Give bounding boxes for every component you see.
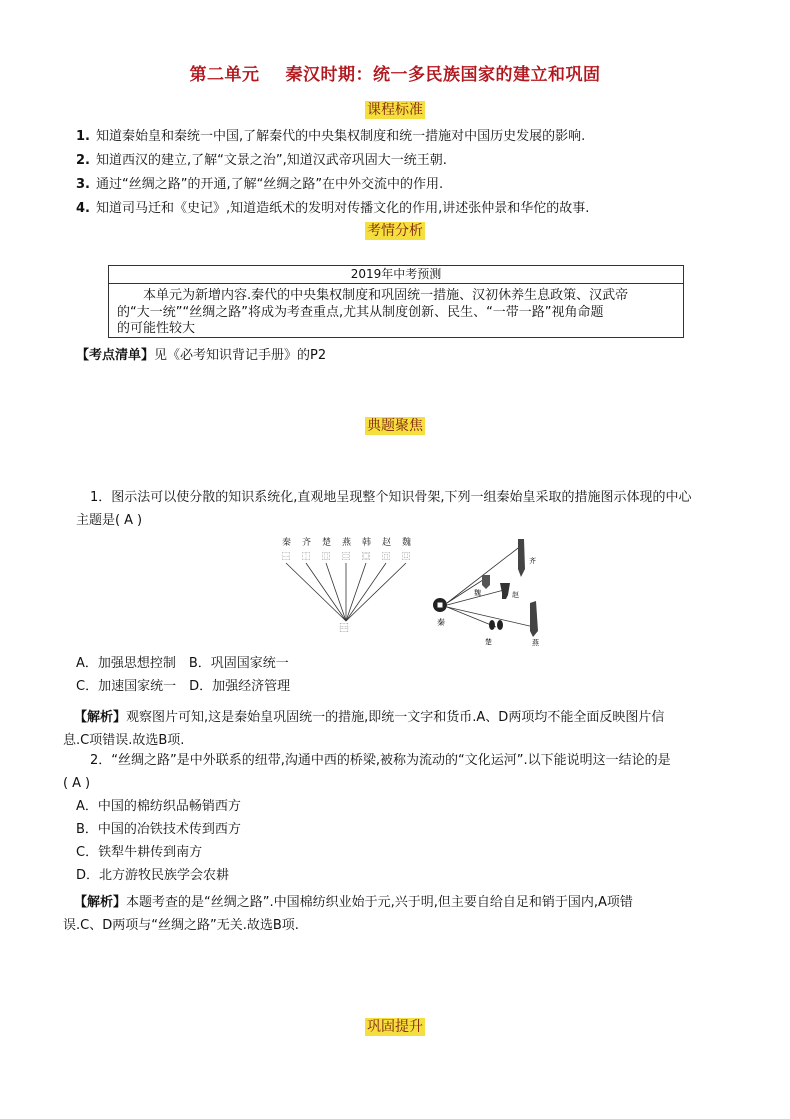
q2-option: D．北方游牧民族学会农耕 [76, 868, 230, 883]
state-label: 韩 [362, 538, 372, 548]
state-script-glyph: ⿴ [362, 552, 370, 561]
knife-coin-qi-icon [518, 539, 525, 577]
standard-item: 4. 知道司马迁和《史记》,知道造纸术的发明对传播文化的作用,讲述张仲景和华佗的故事. [76, 201, 590, 216]
unit-topic: 秦汉时期：统一多民族国家的建立和巩固 [285, 65, 601, 85]
converge-line [306, 563, 346, 621]
q1-options [76, 652, 736, 698]
qin-label: 秦 [437, 618, 445, 627]
question-2: 2．“丝绸之路”是中外联系的纽带,沟通中西的桥梁,被称为流动的“文化运河”.以下能说明这一结论的是 ( A ) A．中国的棉纺织品畅销西方 B．中国的冶铁技术传到西方 C．铁犁牛耕传到南方 D．北方游牧民族学会农耕 [76, 749, 736, 887]
unified-script-glyph: ⿳ [339, 624, 349, 634]
state-label: 楚 [322, 538, 332, 548]
section-improve: 巩固提升 [367, 1019, 423, 1035]
section-analysis: 考情分析 [367, 223, 423, 239]
diagram-svg [274, 535, 546, 650]
ant-nose-coin-chu-icon [489, 620, 495, 630]
state-label: 齐 [302, 538, 312, 548]
q1-analysis: 【解析】观察图片可知,这是秦始皇巩固统一的措施,即统一文字和货币.A、D两项均不能全面反映图片信 息.C项错误.故选B项. [63, 710, 665, 748]
q2-analysis: 【解析】本题考查的是“丝绸之路”.中国棉纺织业始于元,兴于明,但主要自给自足和销于国内,A项错 误.C、D两项与“丝绸之路”无关.故选B项. [63, 895, 633, 933]
answer-1: A [124, 513, 133, 528]
svg-text:齐: 齐 [529, 557, 536, 565]
converge-line [326, 563, 346, 621]
state-script-glyph: ⿱ [282, 552, 290, 561]
section-focus: 典题聚焦 [367, 418, 423, 434]
checklist-note: 【考点清单】见《必考知识背记手册》的P2 [76, 348, 327, 363]
converge-line [346, 563, 406, 621]
svg-text:燕: 燕 [532, 639, 539, 647]
svg-text:楚: 楚 [485, 638, 492, 646]
knife-coin-yan-icon [530, 601, 538, 637]
state-script-glyph: ⿵ [382, 552, 390, 561]
forecast-table [108, 265, 684, 338]
state-label: 秦 [282, 538, 292, 548]
question-1: 1．图示法可以使分散的知识系统化,直观地呈现整个知识骨架,下列一组秦始皇采取的措施图示体现的中心 主题是( A ) [76, 490, 692, 528]
state-label: 燕 [342, 538, 352, 548]
q2-option: A．中国的棉纺织品畅销西方 [76, 799, 241, 814]
unit-label: 第二单元 [189, 65, 260, 85]
converge-line [346, 563, 366, 621]
page-title [0, 60, 790, 85]
spade-coin-wei-icon [482, 575, 490, 589]
state-script-glyph: ⿳ [342, 552, 350, 561]
answer-2: A [72, 776, 81, 791]
standard-item: 2. 知道西汉的建立,了解“文景之治”,知道汉武帝巩固大一统王朝. [76, 153, 447, 168]
q1-options-row2: C．加速国家统一 D．加强经济管理 [76, 679, 291, 694]
qin-unification-diagram [274, 535, 546, 650]
converge-line [346, 563, 386, 621]
state-label: 魏 [402, 538, 412, 548]
svg-text:魏: 魏 [474, 589, 481, 597]
q2-option: C．铁犁牛耕传到南方 [76, 845, 203, 860]
svg-text:赵: 赵 [512, 591, 519, 599]
section-standards: 课程标准 [367, 102, 423, 118]
q2-option: B．中国的冶铁技术传到西方 [76, 822, 241, 837]
standard-item: 3. 通过“丝绸之路”的开通,了解“丝绸之路”在中外交流中的作用. [76, 177, 444, 192]
q1-options-row1: A．加强思想控制 B．巩固国家统一 [76, 656, 289, 671]
state-label: 赵 [382, 538, 392, 548]
state-script-glyph: ⿲ [322, 552, 330, 561]
standard-item: 1. 知道秦始皇和秦统一中国,了解秦代的中央集权制度和统一措施对中国历史发展的影响. [76, 129, 586, 144]
state-script-glyph: ⿶ [402, 552, 410, 561]
converge-line [286, 563, 346, 621]
state-script-glyph: ⿰ [302, 552, 310, 561]
forecast-header: 2019年中考预测 [109, 266, 683, 284]
forecast-body: 本单元为新增内容.秦代的中央集权制度和巩固统一措施、汉初休养生息政策、汉武帝 的“大一统”“丝绸之路”将成为考查重点,尤其从制度创新、民生、“一带一路”视角命题 的可能性较大 [117, 288, 629, 336]
